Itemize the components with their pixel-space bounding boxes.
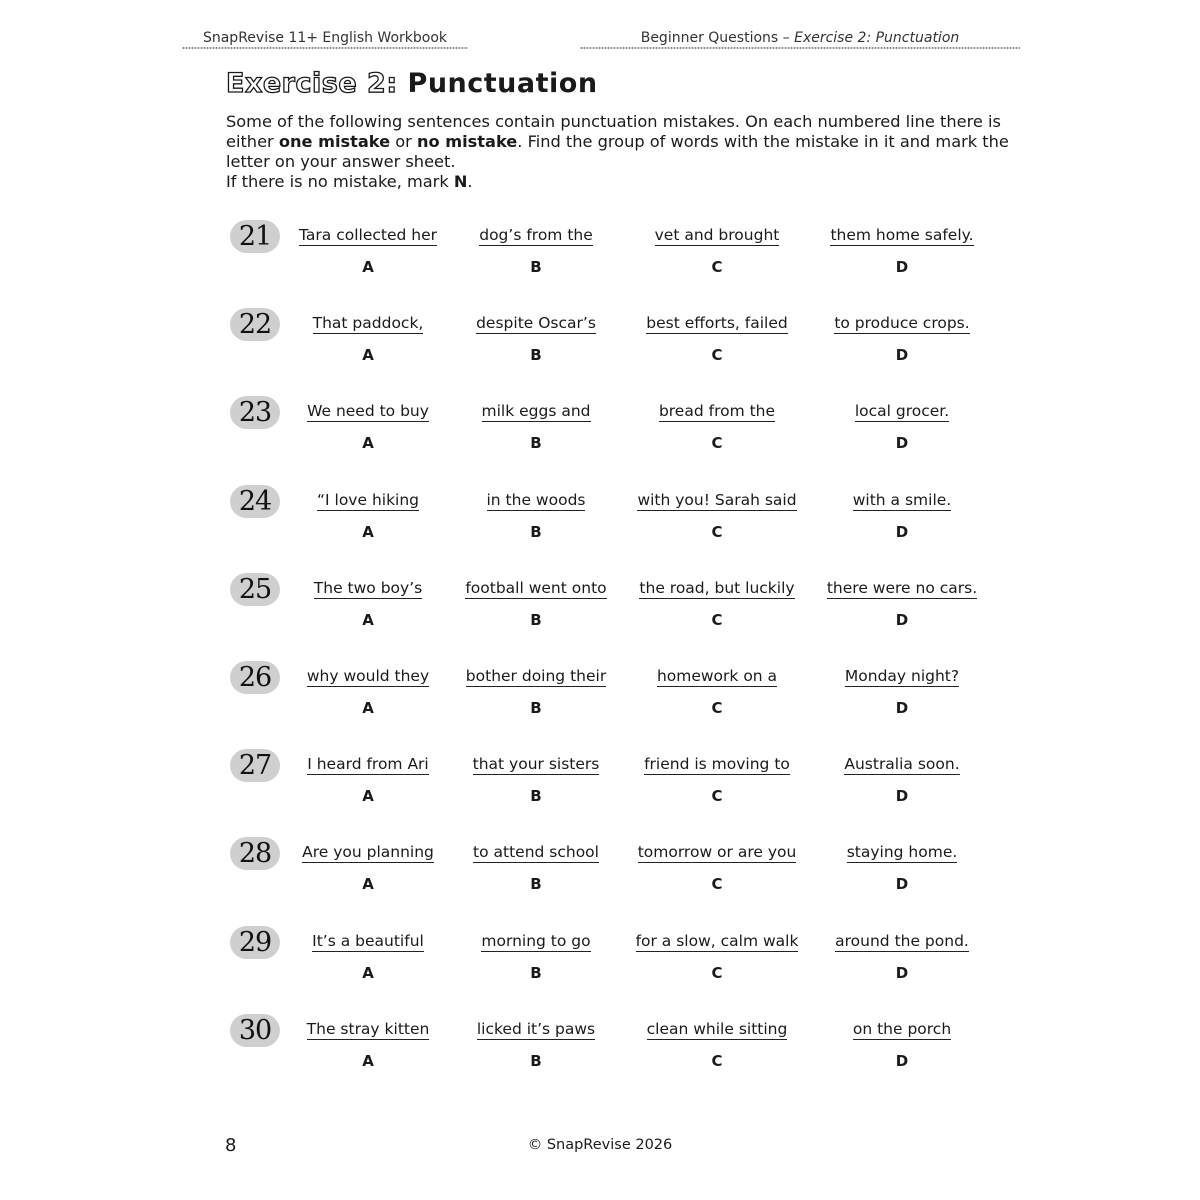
answer-option <box>802 842 1002 893</box>
option-phrase: bother doing their <box>465 667 607 685</box>
option-phrase: in the woods <box>486 490 586 509</box>
answer-option <box>436 490 636 541</box>
instructions-text: . <box>467 172 473 191</box>
answer-option <box>617 313 817 364</box>
instructions-emphasis: no mistake <box>416 132 518 151</box>
question-row <box>0 837 1200 897</box>
instructions-paragraph <box>226 112 1016 172</box>
option-phrase: with you! Sarah said <box>637 490 797 509</box>
question-row <box>0 1014 1200 1074</box>
answer-option <box>617 1019 817 1070</box>
question-number: 29 <box>230 926 280 959</box>
option-letter: C <box>711 963 723 982</box>
option-phrase: The stray kitten <box>306 1019 430 1038</box>
option-phrase: licked it’s paws <box>476 1019 596 1038</box>
instructions-text: Some of the following sentences contain punctuation mistakes. On each numbered line there is either <box>226 112 1001 151</box>
answer-option <box>617 225 817 276</box>
instructions-text: If there is no mistake, mark <box>226 172 454 191</box>
answer-option <box>802 490 1002 541</box>
option-letter: A <box>362 963 374 982</box>
header-section: Beginner Questions – <box>640 30 795 46</box>
title-exercise-number: Exercise 2: <box>226 68 398 99</box>
instructions-no-mistake-line <box>226 172 1016 192</box>
answer-option <box>617 842 817 893</box>
answer-option <box>436 313 636 364</box>
question-row <box>0 749 1200 809</box>
answer-option <box>436 578 636 629</box>
option-phrase: with a smile. <box>852 490 952 509</box>
option-phrase: to attend school <box>473 843 599 862</box>
option-letter: D <box>895 963 909 982</box>
option-letter: C <box>711 699 723 717</box>
page-number: 8 <box>225 1135 237 1156</box>
option-letter: B <box>530 1051 542 1070</box>
option-phrase: tomorrow or are you <box>637 843 797 862</box>
header-exercise: Exercise 2: Punctuation <box>794 30 960 46</box>
question-number: 23 <box>230 396 280 429</box>
question-row <box>0 661 1200 721</box>
answer-option <box>802 666 1002 717</box>
copyright-notice: © SnapRevise 2026 <box>527 1137 673 1153</box>
question-number: 27 <box>230 749 280 782</box>
answer-option <box>436 401 636 452</box>
option-letter: B <box>530 875 542 894</box>
option-phrase: staying home. <box>846 843 958 862</box>
option-phrase: homework on a <box>656 667 778 685</box>
question-number: 21 <box>230 220 280 253</box>
option-letter: A <box>362 1051 374 1070</box>
option-phrase: local grocer. <box>854 402 950 421</box>
option-letter: C <box>711 875 723 894</box>
answer-option <box>436 666 636 717</box>
option-letter: A <box>362 346 374 365</box>
option-phrase: Australia soon. <box>844 755 960 774</box>
option-phrase: dog’s from the <box>479 226 593 244</box>
option-letter: B <box>530 258 542 276</box>
option-phrase: the road, but luckily <box>639 578 795 597</box>
option-letter: A <box>362 610 374 629</box>
answer-option <box>802 225 1002 276</box>
running-header-right <box>580 30 1020 46</box>
option-letter: C <box>711 610 723 629</box>
option-phrase: around the pond. <box>835 931 969 950</box>
option-letter: B <box>530 610 542 629</box>
option-letter: B <box>530 522 542 541</box>
answer-option <box>436 225 636 276</box>
option-letter: C <box>711 434 723 453</box>
option-letter: C <box>711 1051 723 1070</box>
option-phrase: that your sisters <box>472 755 600 774</box>
question-number: 22 <box>230 308 280 341</box>
question-number: 25 <box>230 573 280 606</box>
option-letter: A <box>362 875 374 894</box>
answer-option <box>802 754 1002 805</box>
header-divider-left <box>182 46 468 50</box>
option-phrase: Monday night? <box>844 667 960 685</box>
option-phrase: bread from the <box>658 402 776 421</box>
instructions-emphasis: N <box>453 172 468 191</box>
option-phrase: for a slow, calm walk <box>635 931 799 950</box>
answer-option <box>802 1019 1002 1070</box>
answer-option <box>436 754 636 805</box>
option-phrase: there were no cars. <box>826 578 978 597</box>
option-letter: A <box>362 258 374 276</box>
option-phrase: vet and brought <box>654 226 780 244</box>
option-letter: B <box>530 699 542 717</box>
option-phrase: friend is moving to <box>644 755 790 774</box>
question-number: 30 <box>230 1014 280 1047</box>
option-letter: D <box>895 522 909 541</box>
option-letter: D <box>895 258 909 276</box>
title-topic: Punctuation <box>407 68 598 99</box>
answer-option <box>436 842 636 893</box>
option-letter: C <box>711 522 723 541</box>
question-row <box>0 220 1200 280</box>
answer-option <box>617 931 817 982</box>
option-phrase: “I love hiking <box>316 490 420 509</box>
option-letter: C <box>711 346 723 365</box>
page-title <box>226 68 598 99</box>
option-phrase: We need to buy <box>307 402 429 421</box>
answer-option <box>436 931 636 982</box>
option-letter: D <box>895 787 909 806</box>
option-letter: C <box>711 787 723 806</box>
option-letter: C <box>711 258 723 276</box>
instructions-emphasis: one mistake <box>278 132 391 151</box>
option-letter: D <box>895 610 909 629</box>
answer-option <box>617 754 817 805</box>
option-letter: D <box>895 875 909 894</box>
question-number: 26 <box>230 661 280 694</box>
answer-option <box>802 401 1002 452</box>
option-phrase: Tara collected her <box>299 226 437 244</box>
option-letter: B <box>530 963 542 982</box>
option-letter: B <box>530 434 542 453</box>
option-phrase: I heard from Ari <box>307 755 429 774</box>
option-phrase: clean while sitting <box>646 1019 788 1038</box>
question-row <box>0 396 1200 456</box>
answer-option <box>617 666 817 717</box>
instructions <box>226 112 1016 192</box>
answer-option <box>802 931 1002 982</box>
answer-option <box>802 578 1002 629</box>
answer-option <box>617 490 817 541</box>
answer-option <box>802 313 1002 364</box>
question-number: 28 <box>230 837 280 870</box>
header-divider-right <box>580 46 1020 50</box>
option-letter: A <box>362 787 374 806</box>
question-row <box>0 485 1200 545</box>
option-letter: D <box>895 1051 909 1070</box>
option-phrase: them home safely. <box>830 226 974 244</box>
option-letter: B <box>530 787 542 806</box>
instructions-text: or <box>390 132 417 151</box>
answer-option <box>436 1019 636 1070</box>
option-phrase: best efforts, failed <box>646 314 788 333</box>
option-letter: D <box>895 434 909 453</box>
option-phrase: The two boy’s <box>313 578 423 597</box>
running-header-left: SnapRevise 11+ English Workbook <box>202 30 448 46</box>
option-phrase: why would they <box>306 667 430 685</box>
option-letter: A <box>362 699 374 717</box>
question-row <box>0 926 1200 986</box>
answer-option <box>617 401 817 452</box>
option-phrase: morning to go <box>481 931 591 950</box>
option-phrase: on the porch <box>852 1019 952 1038</box>
option-phrase: It’s a beautiful <box>312 931 424 950</box>
answer-option <box>617 578 817 629</box>
option-letter: A <box>362 434 374 453</box>
option-letter: B <box>530 346 542 365</box>
question-row <box>0 308 1200 368</box>
instructions-text: . Find the group of words with the mistake in it and mark the letter on your answer sheet. <box>226 132 1009 171</box>
option-phrase: milk eggs and <box>481 402 591 421</box>
option-phrase: That paddock, <box>312 314 424 333</box>
question-number: 24 <box>230 485 280 518</box>
question-row <box>0 573 1200 633</box>
option-phrase: to produce crops. <box>834 314 970 333</box>
option-letter: D <box>895 699 909 717</box>
option-phrase: football went onto <box>465 578 607 597</box>
option-phrase: despite Oscar’s <box>476 314 596 333</box>
option-letter: D <box>895 346 909 365</box>
option-phrase: Are you planning <box>302 843 434 862</box>
option-letter: A <box>362 522 374 541</box>
